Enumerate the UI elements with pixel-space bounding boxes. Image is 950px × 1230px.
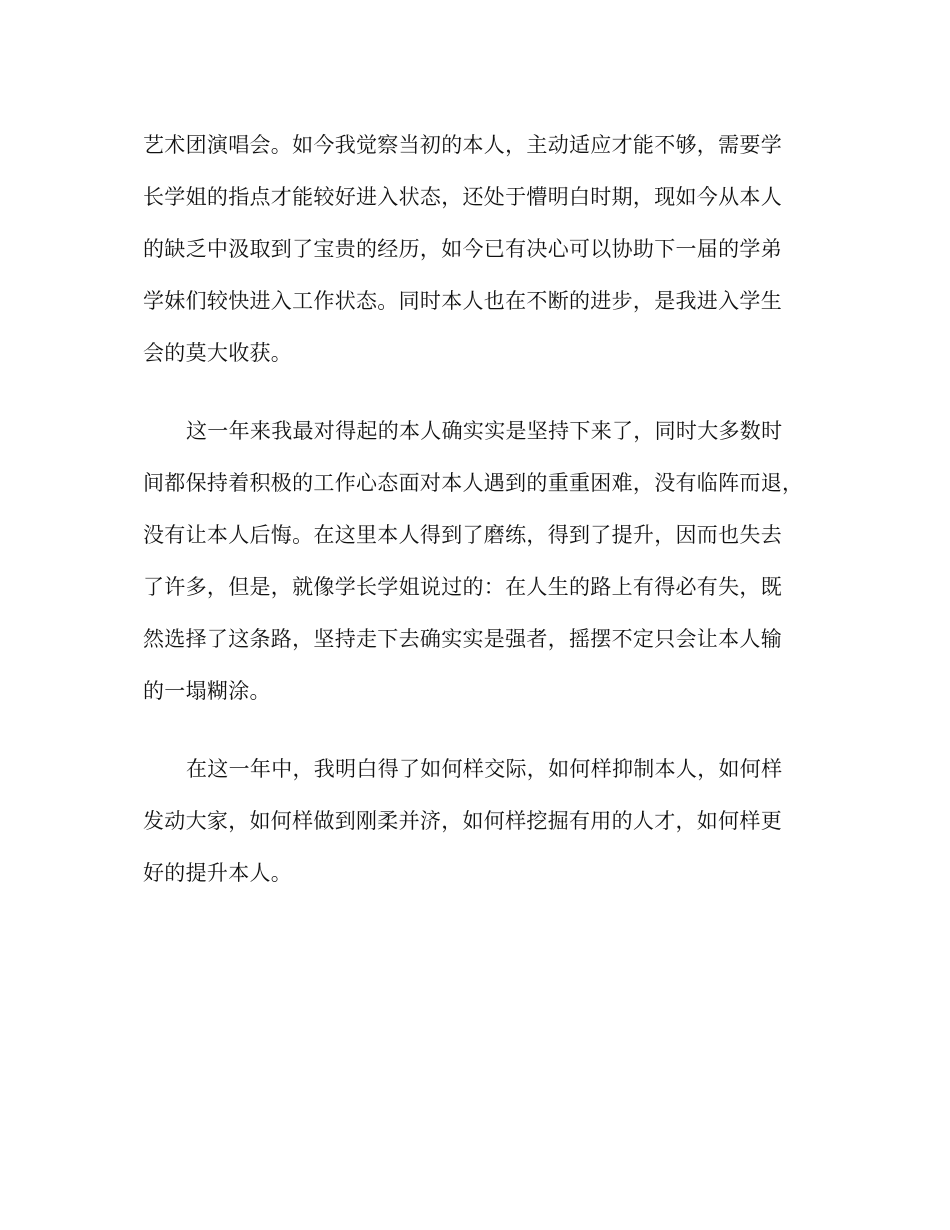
document-body bbox=[143, 119, 803, 899]
paragraph-line: 发动大家，如何样做到刚柔并济，如何样挖掘有用的人才，如何样更 bbox=[143, 809, 782, 833]
paragraph-line: 然选择了这条路，坚持走下去确实实是强者，摇摆不定只会让本人输 bbox=[143, 627, 782, 651]
paragraph-line: 没有让本人后悔。在这里本人得到了磨练，得到了提升，因而也失去 bbox=[143, 523, 782, 547]
paragraph-line: 好的提升本人。 bbox=[143, 861, 293, 885]
paragraph-line: 艺术团演唱会。如今我觉察当初的本人，主动适应才能不够，需要学 bbox=[143, 133, 782, 157]
paragraph-3 bbox=[143, 743, 803, 899]
paragraph-line: 这一年来我最对得起的本人确实实是坚持下来了，同时大多数时 bbox=[186, 419, 783, 443]
paragraph-line: 间都保持着积极的工作心态面对本人遇到的重重困难，没有临阵而退， bbox=[143, 471, 804, 495]
paragraph-1 bbox=[143, 119, 803, 379]
paragraph-line: 的一塌糊涂。 bbox=[143, 679, 271, 703]
paragraph-line: 了许多，但是，就像学长学姐说过的：在人生的路上有得必有失，既 bbox=[143, 575, 782, 599]
paragraph-2 bbox=[143, 405, 803, 717]
paragraph-line: 会的莫大收获。 bbox=[143, 341, 293, 365]
paragraph-line: 在这一年中，我明白得了如何样交际，如何样抑制本人，如何样 bbox=[186, 757, 783, 781]
paragraph-line: 长学姐的指点才能较好进入状态，还处于懵明白时期，现如今从本人 bbox=[143, 185, 782, 209]
paragraph-line: 学妹们较快进入工作状态。同时本人也在不断的进步，是我进入学生 bbox=[143, 289, 782, 313]
paragraph-line: 的缺乏中汲取到了宝贵的经历，如今已有决心可以协助下一届的学弟 bbox=[143, 237, 782, 261]
